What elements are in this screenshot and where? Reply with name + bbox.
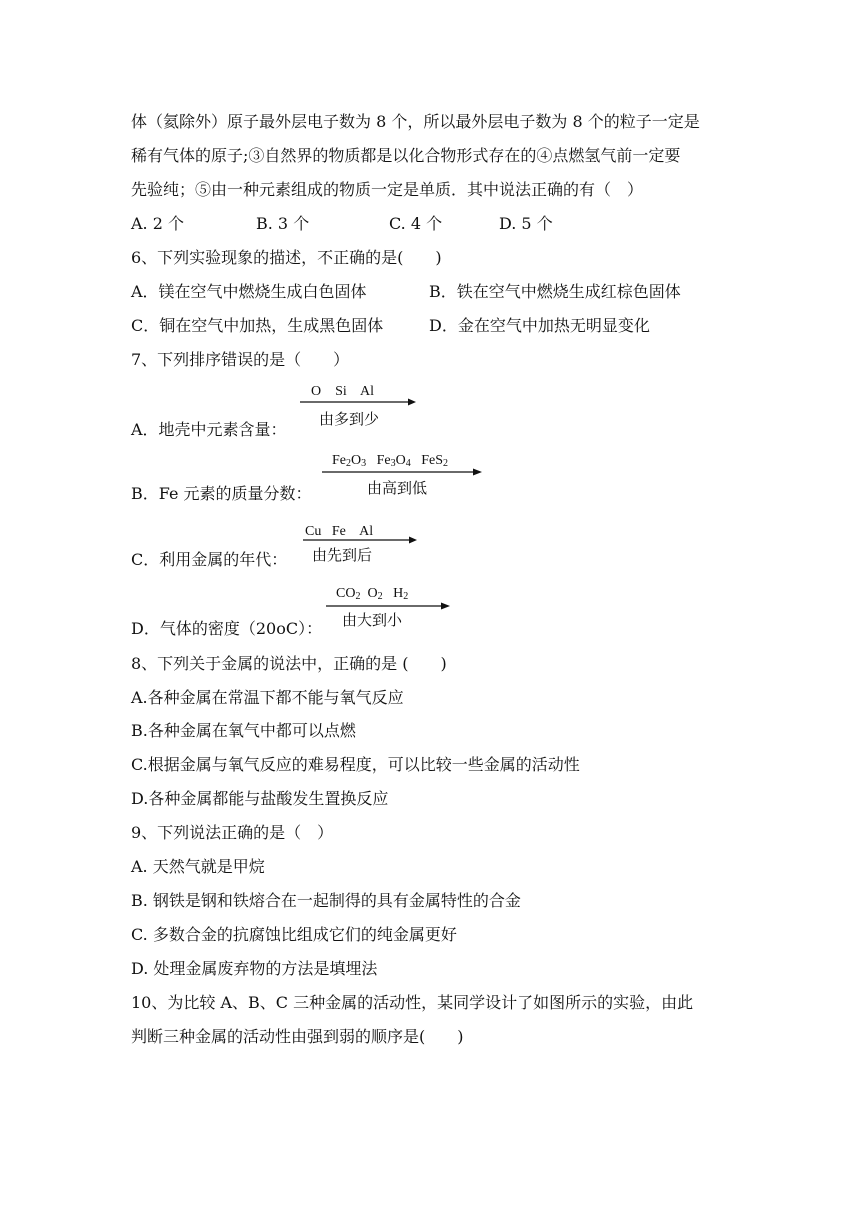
q7-b-arrow [322, 468, 482, 476]
q8-option-b: B.各种金属在氧气中都可以点燃 [131, 721, 356, 740]
q7-c-arrow [303, 536, 417, 544]
q10-stem-line-2: 判断三种金属的活动性由强到弱的顺序是( ) [131, 1027, 464, 1046]
q8-option-d: D.各种金属都能与盐酸发生置换反应 [131, 789, 389, 808]
q8-stem: 8、下列关于金属的说法中，正确的是 ( ) [131, 654, 447, 673]
q5-option-a: A. 2 个 [131, 214, 184, 233]
q5-option-d: D. 5 个 [499, 214, 553, 233]
q7-a-item-3: Al [360, 384, 375, 399]
q9-option-a: A. 天然气就是甲烷 [131, 857, 265, 876]
q7-option-c-label: C．利用金属的年代： [131, 550, 288, 569]
q9-stem: 9、下列说法正确的是（ ） [131, 823, 334, 842]
q5-option-b: B. 3 个 [256, 214, 310, 233]
q7-a-item-1: O [311, 384, 322, 399]
q7-a-arrow [300, 398, 416, 406]
q9-option-c: C. 多数合金的抗腐蚀比组成它们的纯金属更好 [131, 925, 457, 944]
q6-option-b: B．铁在空气中燃烧生成红棕色固体 [429, 282, 681, 301]
q7-option-d-sequence [326, 584, 454, 634]
q7-d-arrow [326, 602, 450, 610]
q5-text-line-3: 先验纯；⑤由一种元素组成的物质一定是单质．其中说法正确的有（ ） [131, 180, 644, 199]
q9-option-d: D. 处理金属废弃物的方法是填埋法 [131, 959, 378, 978]
q5-text-line-1: 体（氦除外）原子最外层电子数为 8 个，所以最外层电子数为 8 个的粒子一定是 [131, 112, 700, 131]
q5-option-c: C. 4 个 [389, 214, 443, 233]
q10-stem-line-1: 10、为比较 A、B、C 三种金属的活动性，某同学设计了如图所示的实验，由此 [131, 993, 694, 1012]
q6-stem: 6、下列实验现象的描述，不正确的是( ) [131, 248, 442, 267]
q9-option-b: B. 钢铁是钢和铁熔合在一起制得的具有金属特性的合金 [131, 891, 521, 910]
q7-d-item-1: $CO_2$ [336, 586, 361, 602]
q7-c-item-1: Cu [305, 524, 322, 539]
q6-option-d: D．金在空气中加热无明显变化 [429, 316, 650, 335]
q6-option-a: A．镁在空气中燃烧生成白色固体 [131, 282, 367, 301]
q7-stem: 7、下列排序错误的是（ ） [131, 350, 350, 369]
q7-option-b-label: B．Fe 元素的质量分数： [131, 484, 312, 503]
q8-option-c: C.根据金属与氧气反应的难易程度，可以比较一些金属的活动性 [131, 755, 580, 774]
q7-option-b-sequence [322, 450, 487, 500]
q7-a-order: 由多到少 [319, 410, 380, 428]
q5-text-line-2: 稀有气体的原子;③自然界的物质都是以化合物形式存在的④点燃氢气前一定要 [131, 146, 681, 165]
q7-option-c-sequence [303, 522, 421, 568]
q7-c-item-2: Fe [331, 524, 346, 539]
q8-option-a: A.各种金属在常温下都不能与氧气反应 [131, 688, 404, 707]
q7-b-item-1: $Fe_2O_3$ [332, 453, 367, 469]
q7-d-item-2: $O_2$ [367, 586, 383, 602]
q7-c-item-3: Al [359, 524, 374, 539]
q6-option-c: C．铜在空气中加热，生成黑色固体 [131, 316, 384, 335]
q7-b-items [332, 453, 448, 469]
q7-c-order: 由先到后 [312, 546, 373, 564]
q7-d-item-3: $H_2$ [393, 586, 409, 602]
q7-d-order: 由大到小 [342, 611, 403, 629]
q7-option-a-sequence [300, 382, 420, 432]
q7-b-item-3: FeS$_2$ [421, 453, 449, 469]
q7-d-items [336, 586, 408, 602]
q7-option-d-label: D．气体的密度（20oC）： [131, 619, 323, 638]
q7-b-order: 由高到低 [367, 479, 428, 497]
q7-b-item-2: $Fe_3O_4$ [376, 453, 411, 469]
q7-option-a-label: A．地壳中元素含量： [131, 420, 287, 439]
q7-a-item-2: Si [335, 384, 347, 399]
